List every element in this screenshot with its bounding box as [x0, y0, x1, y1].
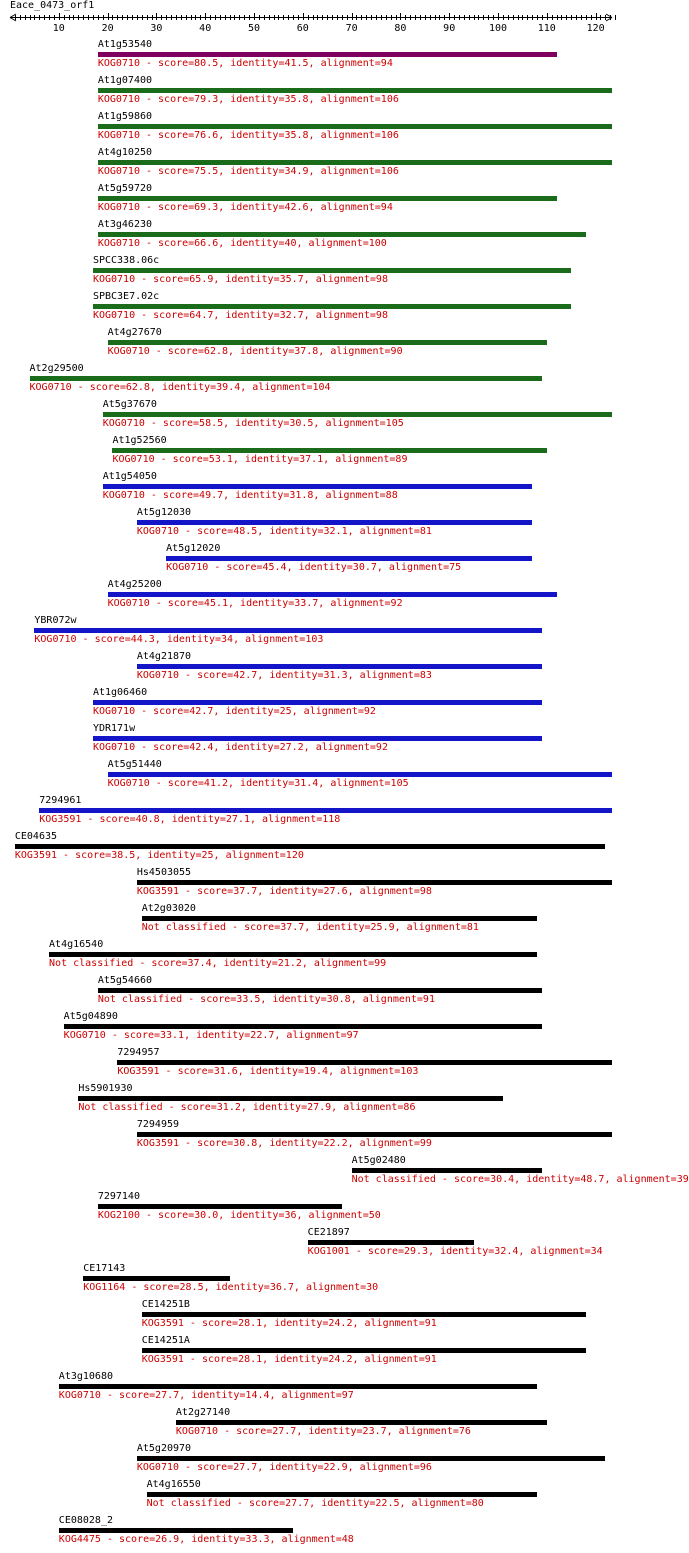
hit-name[interactable]: At4g25200: [107, 579, 162, 590]
hit-description: KOG0710 - score=80.5, identity=41.5, alignment=94: [97, 58, 393, 69]
hit-name[interactable]: At4g10250: [97, 147, 153, 158]
query-title: Eace_0473_orf1: [10, 0, 95, 11]
hit-row: [0, 1119, 620, 1155]
ruler-tick-label: 120: [586, 23, 605, 34]
hit-description: Not classified - score=27.7, identity=22.5, alignment=80: [146, 1498, 484, 1509]
hit-name[interactable]: At2g03020: [141, 903, 196, 914]
hit-alignment-bar: [64, 1024, 542, 1029]
hit-description: KOG0710 - score=27.7, identity=14.4, alignment=97: [58, 1390, 354, 1401]
hit-description: KOG0710 - score=42.7, identity=31.3, alignment=83: [136, 670, 432, 681]
hit-alignment-bar: [98, 1204, 342, 1209]
hit-name[interactable]: 7294957: [117, 1047, 160, 1058]
hit-name[interactable]: CE21897: [307, 1227, 350, 1238]
hit-name[interactable]: At1g06460: [92, 687, 148, 698]
hit-name[interactable]: At4g16540: [49, 939, 104, 950]
hit-row: [0, 147, 620, 183]
hit-name[interactable]: At4g21870: [136, 651, 192, 662]
hit-alignment-bar: [83, 1276, 229, 1281]
hit-name[interactable]: At4g27670: [107, 327, 162, 338]
hit-name[interactable]: At5g12020: [166, 543, 221, 554]
hit-alignment-bar: [39, 808, 612, 813]
hit-row: [0, 183, 620, 219]
hit-description: KOG3591 - score=28.1, identity=24.2, alignment=91: [141, 1318, 437, 1329]
hit-alignment-bar: [137, 520, 532, 525]
ruler-tick-label: 40: [199, 23, 212, 34]
ruler-tick-label: 100: [488, 23, 508, 34]
ruler-tick-label: 30: [150, 23, 163, 34]
hit-alignment-bar: [103, 412, 612, 417]
hit-name[interactable]: At1g52560: [112, 435, 167, 446]
hit-row: [0, 1047, 620, 1083]
hit-description: KOG3591 - score=37.7, identity=27.6, alignment=98: [136, 886, 432, 897]
hit-row: [0, 363, 620, 399]
ruler-tick-label: 110: [537, 23, 556, 34]
hit-row: [0, 39, 620, 75]
hit-description: KOG3591 - score=40.8, identity=27.1, alignment=118: [39, 814, 341, 825]
hit-alignment-bar: [98, 196, 557, 201]
hit-alignment-bar: [98, 88, 612, 93]
hit-row: [0, 1479, 620, 1515]
hit-description: KOG1001 - score=29.3, identity=32.4, alignment=34: [307, 1246, 603, 1257]
hit-alignment-bar: [93, 268, 571, 273]
hit-name[interactable]: CE17143: [83, 1263, 126, 1274]
hit-description: Not classified - score=37.4, identity=21.2, alignment=99: [49, 958, 387, 969]
hit-description: Not classified - score=31.2, identity=27.9, alignment=86: [78, 1102, 416, 1113]
hit-row: [0, 1227, 620, 1263]
hit-name[interactable]: At2g29500: [29, 363, 84, 374]
hit-name[interactable]: YBR072w: [34, 615, 77, 626]
hit-row: [0, 1155, 689, 1191]
hit-name[interactable]: CE04635: [14, 831, 58, 842]
hit-alignment-bar: [112, 448, 546, 453]
hit-alignment-bar: [117, 1060, 612, 1065]
hit-row: [0, 1443, 620, 1479]
hit-description: Not classified - score=33.5, identity=30.8, alignment=91: [97, 994, 435, 1005]
hit-alignment-bar: [78, 1096, 503, 1101]
hit-row: [0, 219, 620, 255]
hit-row: [0, 795, 620, 831]
hit-alignment-bar: [137, 1132, 612, 1137]
hit-name[interactable]: Hs5901930: [78, 1083, 133, 1094]
hit-row: [0, 543, 620, 579]
hit-alignment-bar: [59, 1384, 537, 1389]
hit-row: [0, 903, 620, 939]
hit-description: KOG2100 - score=30.0, identity=36, alignment=50: [97, 1210, 381, 1221]
hit-alignment-bar: [166, 556, 532, 561]
hit-alignment-bar: [30, 376, 542, 381]
hit-row: [0, 75, 620, 111]
hit-alignment-bar: [142, 916, 537, 921]
hit-name[interactable]: At1g53540: [97, 39, 153, 50]
hit-row: [0, 651, 620, 687]
hit-description: KOG0710 - score=62.8, identity=39.4, alignment=104: [29, 382, 331, 393]
hit-description: KOG0710 - score=42.4, identity=27.2, alignment=92: [92, 742, 388, 753]
hit-row: [0, 1407, 620, 1443]
hit-name[interactable]: At5g51440: [107, 759, 162, 770]
hit-alignment-bar: [103, 484, 532, 489]
hit-alignment-bar: [108, 592, 557, 597]
hit-name[interactable]: CE14251A: [141, 1335, 190, 1346]
hit-name[interactable]: At5g04890: [63, 1011, 118, 1022]
hit-name[interactable]: At3g46230: [97, 219, 153, 230]
hit-description: KOG0710 - score=62.8, identity=37.8, alignment=90: [107, 346, 403, 357]
hit-row: [0, 759, 620, 795]
hit-row: [0, 435, 620, 471]
hit-description: KOG4475 - score=26.9, identity=33.3, alignment=48: [58, 1534, 354, 1545]
hit-description: KOG0710 - score=58.5, identity=30.5, alignment=105: [102, 418, 404, 429]
hit-row: [0, 1191, 620, 1227]
hit-alignment-bar: [352, 1168, 542, 1173]
hit-row: [0, 615, 620, 651]
hit-description: KOG0710 - score=45.4, identity=30.7, alignment=75: [166, 562, 462, 573]
hit-row: [0, 399, 620, 435]
hit-alignment-bar: [98, 52, 557, 57]
hit-name[interactable]: At5g12030: [136, 507, 192, 518]
hit-row: [0, 975, 620, 1011]
ruler-tick-label: 10: [52, 23, 65, 34]
position-ruler: [0, 10, 620, 34]
hit-name[interactable]: At5g54660: [97, 975, 153, 986]
hit-description: KOG0710 - score=66.6, identity=40, alignment=100: [97, 238, 387, 249]
hit-alignment-bar: [98, 988, 542, 993]
hit-name[interactable]: At1g59860: [97, 111, 153, 122]
hit-alignment-bar: [98, 124, 612, 129]
hit-name[interactable]: At4g16550: [146, 1479, 201, 1490]
hit-row: [0, 507, 620, 543]
hit-name[interactable]: SPCC338.06c: [92, 255, 160, 266]
hit-name[interactable]: 7294959: [136, 1119, 180, 1130]
hit-alignment-bar: [93, 304, 571, 309]
ruler-tick-label: 90: [443, 23, 456, 34]
hit-row: [0, 1263, 620, 1299]
hit-description: KOG0710 - score=64.7, identity=32.7, alignment=98: [92, 310, 388, 321]
hit-description: KOG0710 - score=41.2, identity=31.4, alignment=105: [107, 778, 409, 789]
ruler-tick-label: 70: [345, 23, 358, 34]
hit-alignment-bar: [15, 844, 605, 849]
ruler-tick-label: 20: [101, 23, 114, 34]
ruler-tick-label: 50: [247, 23, 261, 34]
hit-row: [0, 1083, 620, 1119]
hit-row: [0, 1335, 620, 1371]
hit-name[interactable]: CE14251B: [141, 1299, 190, 1310]
ruler-tick-label: 60: [296, 23, 309, 34]
hit-row: [0, 867, 620, 903]
hit-alignment-bar: [137, 664, 542, 669]
hit-description: KOG0710 - score=53.1, identity=37.1, alignment=89: [112, 454, 408, 465]
hit-description: KOG3591 - score=38.5, identity=25, alignment=120: [14, 850, 304, 861]
hit-alignment-bar: [34, 628, 542, 633]
hit-name[interactable]: At2g27140: [175, 1407, 231, 1418]
hit-alignment-bar: [147, 1492, 537, 1497]
hit-description: KOG0710 - score=76.6, identity=35.8, alignment=106: [97, 130, 399, 141]
hit-alignment-bar: [93, 736, 542, 741]
hit-alignment-bar: [59, 1528, 293, 1533]
hit-description: KOG0710 - score=45.1, identity=33.7, alignment=92: [107, 598, 403, 609]
hit-alignment-bar: [137, 880, 612, 885]
hit-description: KOG3591 - score=31.6, identity=19.4, alignment=103: [117, 1066, 419, 1077]
hit-alignment-bar: [108, 772, 612, 777]
hit-alignment-bar: [98, 160, 612, 165]
hit-row: [0, 255, 620, 291]
hit-row: [0, 1371, 620, 1407]
hit-row: [0, 111, 620, 147]
hit-name[interactable]: YDR171w: [92, 723, 136, 734]
hit-name[interactable]: At5g59720: [97, 183, 153, 194]
hit-alignment-bar: [176, 1420, 547, 1425]
hit-name[interactable]: SPBC3E7.02c: [92, 291, 160, 302]
hit-description: Not classified - score=30.4, identity=48.7, alignment=39: [351, 1174, 689, 1185]
hit-row: [0, 471, 620, 507]
hit-alignment-bar: [93, 700, 542, 705]
hit-row: [0, 1515, 620, 1551]
hit-description: KOG0710 - score=33.1, identity=22.7, alignment=97: [63, 1030, 359, 1041]
hit-alignment-bar: [142, 1312, 586, 1317]
hit-description: KOG3591 - score=30.8, identity=22.2, alignment=99: [136, 1138, 432, 1149]
hit-row: [0, 1011, 620, 1047]
hit-description: KOG0710 - score=65.9, identity=35.7, alignment=98: [92, 274, 388, 285]
ruler-tick-label: 80: [394, 23, 407, 34]
hit-description: KOG0710 - score=48.5, identity=32.1, alignment=81: [136, 526, 432, 537]
hit-row: [0, 579, 620, 615]
hit-description: KOG0710 - score=79.3, identity=35.8, alignment=106: [97, 94, 399, 105]
hit-description: KOG3591 - score=28.1, identity=24.2, alignment=91: [141, 1354, 437, 1365]
hit-alignment-bar: [142, 1348, 586, 1353]
hit-row: [0, 939, 620, 975]
hit-description: KOG0710 - score=49.7, identity=31.8, alignment=88: [102, 490, 398, 501]
hit-description: KOG0710 - score=27.7, identity=22.9, alignment=96: [136, 1462, 432, 1473]
hit-name[interactable]: At5g37670: [102, 399, 157, 410]
hit-row: [0, 687, 620, 723]
hit-row: [0, 1299, 620, 1335]
hit-row: [0, 723, 620, 759]
hit-row: [0, 831, 620, 867]
hit-alignment-bar: [108, 340, 547, 345]
hit-description: KOG0710 - score=27.7, identity=23.7, alignment=76: [175, 1426, 471, 1437]
hit-alignment-bar: [137, 1456, 605, 1461]
hit-name[interactable]: At5g20970: [136, 1443, 192, 1454]
hit-description: KOG0710 - score=44.3, identity=34, alignment=103: [34, 634, 324, 645]
hit-description: Not classified - score=37.7, identity=25.9, alignment=81: [141, 922, 479, 933]
hit-alignment-bar: [49, 952, 537, 957]
hit-row: [0, 291, 620, 327]
hit-name[interactable]: Hs4503055: [136, 867, 192, 878]
hit-name[interactable]: At5g02480: [351, 1155, 406, 1166]
hit-row: [0, 327, 620, 363]
hit-description: KOG0710 - score=75.5, identity=34.9, alignment=106: [97, 166, 399, 177]
hit-name[interactable]: 7294961: [39, 795, 82, 806]
hit-alignment-bar: [98, 232, 586, 237]
hit-description: KOG1164 - score=28.5, identity=36.7, alignment=30: [83, 1282, 379, 1293]
hit-alignment-bar: [308, 1240, 474, 1245]
hit-name[interactable]: At1g07400: [97, 75, 153, 86]
hit-name[interactable]: At3g10680: [58, 1371, 113, 1382]
hit-description: KOG0710 - score=42.7, identity=25, alignment=92: [92, 706, 376, 717]
hit-name[interactable]: CE08028_2: [58, 1515, 113, 1526]
hit-description: KOG0710 - score=69.3, identity=42.6, alignment=94: [97, 202, 393, 213]
hit-name[interactable]: 7297140: [97, 1191, 140, 1202]
hit-name[interactable]: At1g54050: [102, 471, 157, 482]
